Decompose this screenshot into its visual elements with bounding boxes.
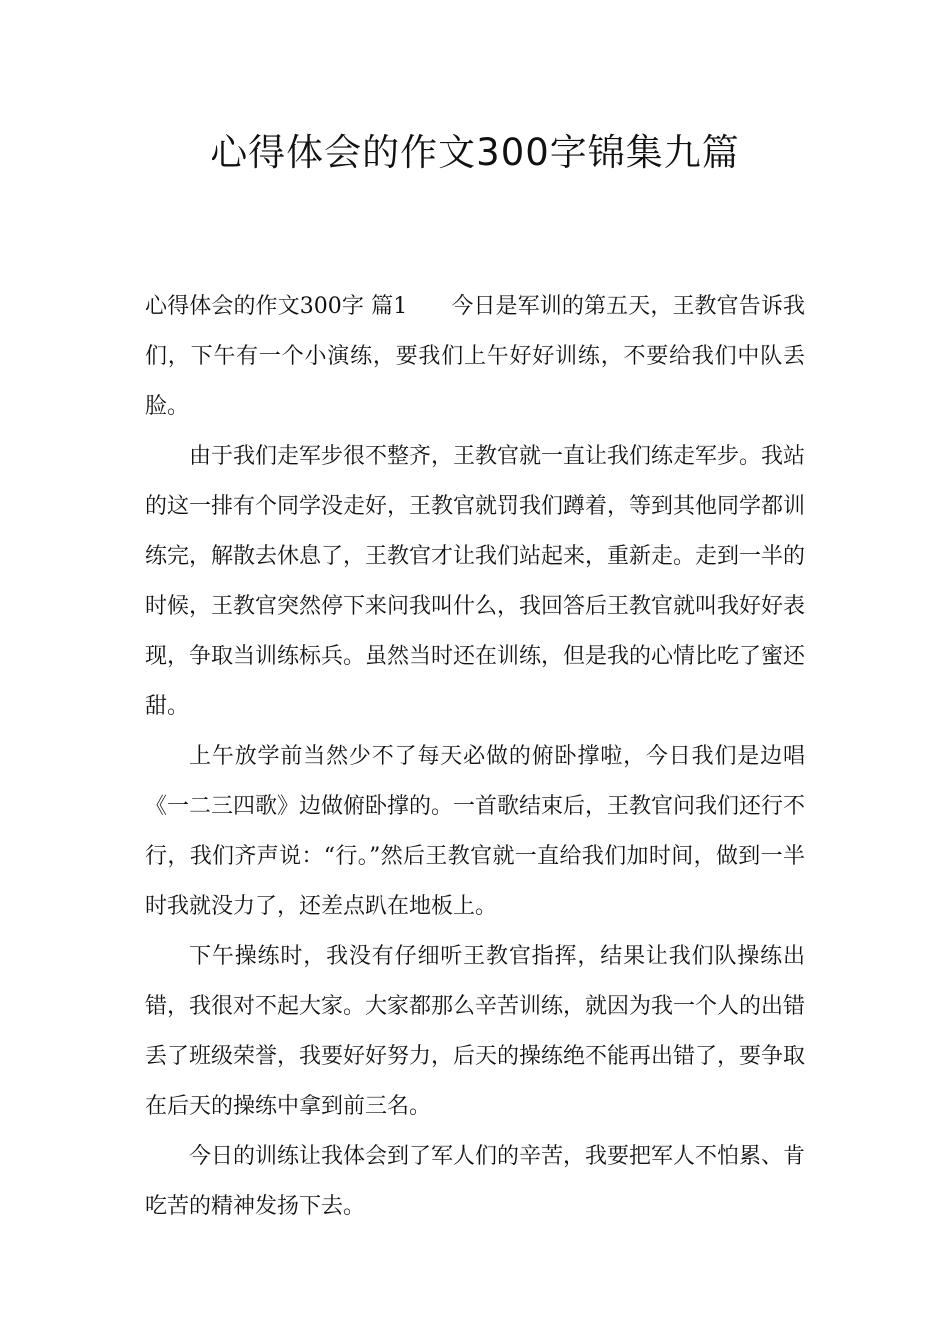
paragraph-1: [145, 282, 805, 432]
document-title: 心得体会的作文300字锦集九篇: [210, 131, 740, 174]
paragraph-2: 由于我们走军步很不整齐，王教官就一直让我们练走军步。我站的这一排有个同学没走好，王教官就罚我们蹲着，等到其他同学都训练完，解散去休息了，王教官才让我们站起来，重新走。走到一半的时候，王教官突然停下来问我叫什么，我回答后王教官就叫我好好表现，争取当训练标兵。虽然当时还在训练，但是我的心情比吃了蜜还甜。: [145, 444, 806, 719]
paragraph-3: 上午放学前当然少不了每天必做的俯卧撑啦，今日我们是边唱《一二三四歌》边做俯卧撑的。一首歌结束后，王教官问我们还行不行，我们齐声说：“行。”然后王教官就一直给我们加时间，做到一半时我就没力了，还差点趴在地板上。: [145, 744, 806, 919]
paragraph-1-text: 今日是军训的第五天，王教官告诉我们，下午有一个小演练，要我们上午好好训练，不要给我们中队丢脸。: [145, 294, 805, 419]
paragraph-5: 今日的训练让我体会到了军人们的辛苦，我要把军人不怕累、肯吃苦的精神发扬下去。: [145, 1144, 806, 1219]
section-heading: 心得体会的作文300字 篇1: [145, 294, 408, 319]
document-body: [145, 282, 805, 1232]
paragraph-4: 下午操练时，我没有仔细听王教官指挥，结果让我们队操练出错，我很对不起大家。大家都那么辛苦训练，就因为我一个人的出错丢了班级荣誉，我要好好努力，后天的操练绝不能再出错了，要争取在后天的操练中拿到前三名。: [145, 944, 806, 1119]
